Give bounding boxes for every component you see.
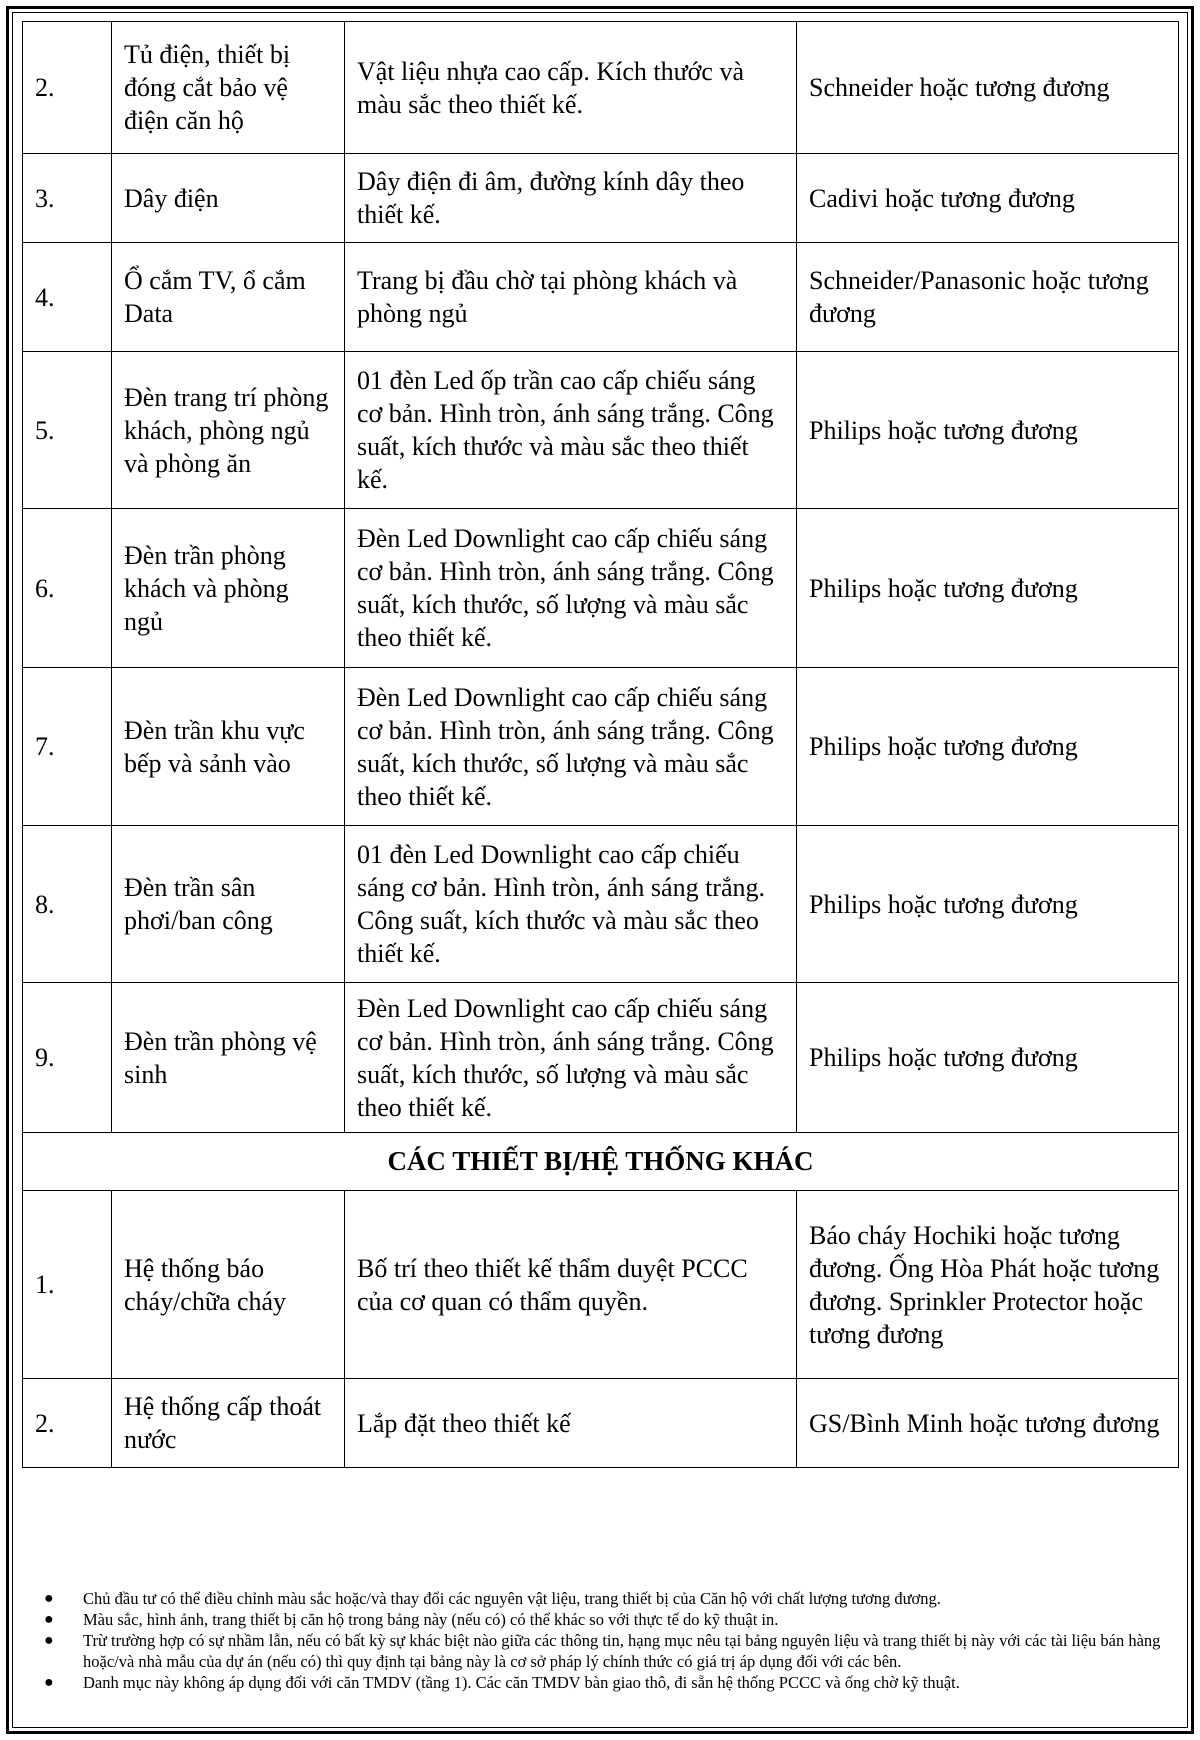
row-description: Đèn Led Downlight cao cấp chiếu sáng cơ bản. Hình tròn, ánh sáng trắng. Công suất, kích thước, số lượng và màu sắc theo thiết kế. xyxy=(345,509,797,668)
row-brand: Schneider hoặc tương đương xyxy=(797,22,1179,154)
row-number: 1. xyxy=(23,1191,112,1379)
table-row xyxy=(23,1191,1179,1379)
row-item: Đèn trần phòng vệ sinh xyxy=(112,983,345,1133)
row-description: Vật liệu nhựa cao cấp. Kích thước và màu sắc theo thiết kế. xyxy=(345,22,797,154)
section-title: CÁC THIẾT BỊ/HỆ THỐNG KHÁC xyxy=(23,1133,1179,1191)
row-item: Đèn trần sân phơi/ban công xyxy=(112,826,345,983)
table-row xyxy=(23,826,1179,983)
row-brand: GS/Bình Minh hoặc tương đương xyxy=(797,1379,1179,1468)
row-brand: Philips hoặc tương đương xyxy=(797,668,1179,826)
row-brand: Philips hoặc tương đương xyxy=(797,352,1179,509)
row-number: 8. xyxy=(23,826,112,983)
table-row xyxy=(23,1379,1179,1468)
table-row xyxy=(23,243,1179,352)
row-brand: Cadivi hoặc tương đương xyxy=(797,154,1179,243)
footnote-item xyxy=(40,1609,1170,1630)
footnote-text: Chủ đầu tư có thể điều chỉnh màu sắc hoặc/và thay đổi các nguyên vật liệu, trang thiết bị của Căn hộ với chất lượng tương đương. xyxy=(83,1589,941,1608)
row-brand: Philips hoặc tương đương xyxy=(797,983,1179,1133)
table-row xyxy=(23,668,1179,826)
row-number: 5. xyxy=(23,352,112,509)
row-item: Dây điện xyxy=(112,154,345,243)
row-number: 2. xyxy=(23,1379,112,1468)
table-row xyxy=(23,154,1179,243)
row-item: Đèn trần phòng khách và phòng ngủ xyxy=(112,509,345,668)
row-description: Bố trí theo thiết kế thẩm duyệt PCCC của cơ quan có thẩm quyền. xyxy=(345,1191,797,1379)
footnote-text: Màu sắc, hình ảnh, trang thiết bị căn hộ trong bảng này (nếu có) có thể khác so với thực tế do kỹ thuật in. xyxy=(83,1610,779,1629)
footnote-item xyxy=(40,1588,1170,1609)
row-description: Lắp đặt theo thiết kế xyxy=(345,1379,797,1468)
equipment-spec-table xyxy=(22,21,1179,1468)
row-brand: Philips hoặc tương đương xyxy=(797,509,1179,668)
row-brand: Philips hoặc tương đương xyxy=(797,826,1179,983)
row-item: Đèn trần khu vực bếp và sảnh vào xyxy=(112,668,345,826)
footnote-item xyxy=(40,1630,1170,1672)
table-row xyxy=(23,509,1179,668)
table-row xyxy=(23,22,1179,154)
row-brand: Báo cháy Hochiki hoặc tương đương. Ống Hòa Phát hoặc tương đương. Sprinkler Protector hoặc tương đương xyxy=(797,1191,1179,1379)
table-row xyxy=(23,983,1179,1133)
row-item: Tủ điện, thiết bị đóng cắt bảo vệ điện căn hộ xyxy=(112,22,345,154)
footnote-item xyxy=(40,1672,1170,1693)
bullet-icon: ● xyxy=(44,1632,54,1649)
row-item: Hệ thống cấp thoát nước xyxy=(112,1379,345,1468)
row-description: 01 đèn Led Downlight cao cấp chiếu sáng cơ bản. Hình tròn, ánh sáng trắng. Công suất, kích thước và màu sắc theo thiết kế. xyxy=(345,826,797,983)
row-number: 6. xyxy=(23,509,112,668)
row-description: Trang bị đầu chờ tại phòng khách và phòng ngủ xyxy=(345,243,797,352)
row-number: 2. xyxy=(23,22,112,154)
bullet-icon: ● xyxy=(44,1590,54,1607)
row-item: Hệ thống báo cháy/chữa cháy xyxy=(112,1191,345,1379)
bullet-icon: ● xyxy=(44,1674,54,1691)
footnote-text: Danh mục này không áp dụng đối với căn TMDV (tầng 1). Các căn TMDV bàn giao thô, đi sẵn hệ thống PCCC và ống chờ kỹ thuật. xyxy=(83,1673,960,1692)
row-number: 9. xyxy=(23,983,112,1133)
row-brand: Schneider/Panasonic hoặc tương đương xyxy=(797,243,1179,352)
row-item: Đèn trang trí phòng khách, phòng ngủ và phòng ăn xyxy=(112,352,345,509)
section-header-row xyxy=(23,1133,1179,1191)
bullet-icon: ● xyxy=(44,1611,54,1628)
footnote-text: Trừ trường hợp có sự nhầm lẫn, nếu có bất kỳ sự khác biệt nào giữa các thông tin, hạng mục nêu tại bảng nguyên liệu và trang thiết bị này với các tài liệu bán hàng hoặc/và nhà mẫu của dự án (nếu có) thì quy định tại bảng này là cơ sở pháp lý chính thức có giá trị áp dụng đối với các bên. xyxy=(83,1631,1161,1671)
row-description: Đèn Led Downlight cao cấp chiếu sáng cơ bản. Hình tròn, ánh sáng trắng. Công suất, kích thước, số lượng và màu sắc theo thiết kế. xyxy=(345,983,797,1133)
table-row xyxy=(23,352,1179,509)
row-description: 01 đèn Led ốp trần cao cấp chiếu sáng cơ bản. Hình tròn, ánh sáng trắng. Công suất, kích thước và màu sắc theo thiết kế. xyxy=(345,352,797,509)
row-description: Đèn Led Downlight cao cấp chiếu sáng cơ bản. Hình tròn, ánh sáng trắng. Công suất, kích thước, số lượng và màu sắc theo thiết kế. xyxy=(345,668,797,826)
row-number: 3. xyxy=(23,154,112,243)
row-description: Dây điện đi âm, đường kính dây theo thiết kế. xyxy=(345,154,797,243)
footnotes-list xyxy=(40,1588,1170,1693)
row-number: 7. xyxy=(23,668,112,826)
row-number: 4. xyxy=(23,243,112,352)
row-item: Ổ cắm TV, ổ cắm Data xyxy=(112,243,345,352)
